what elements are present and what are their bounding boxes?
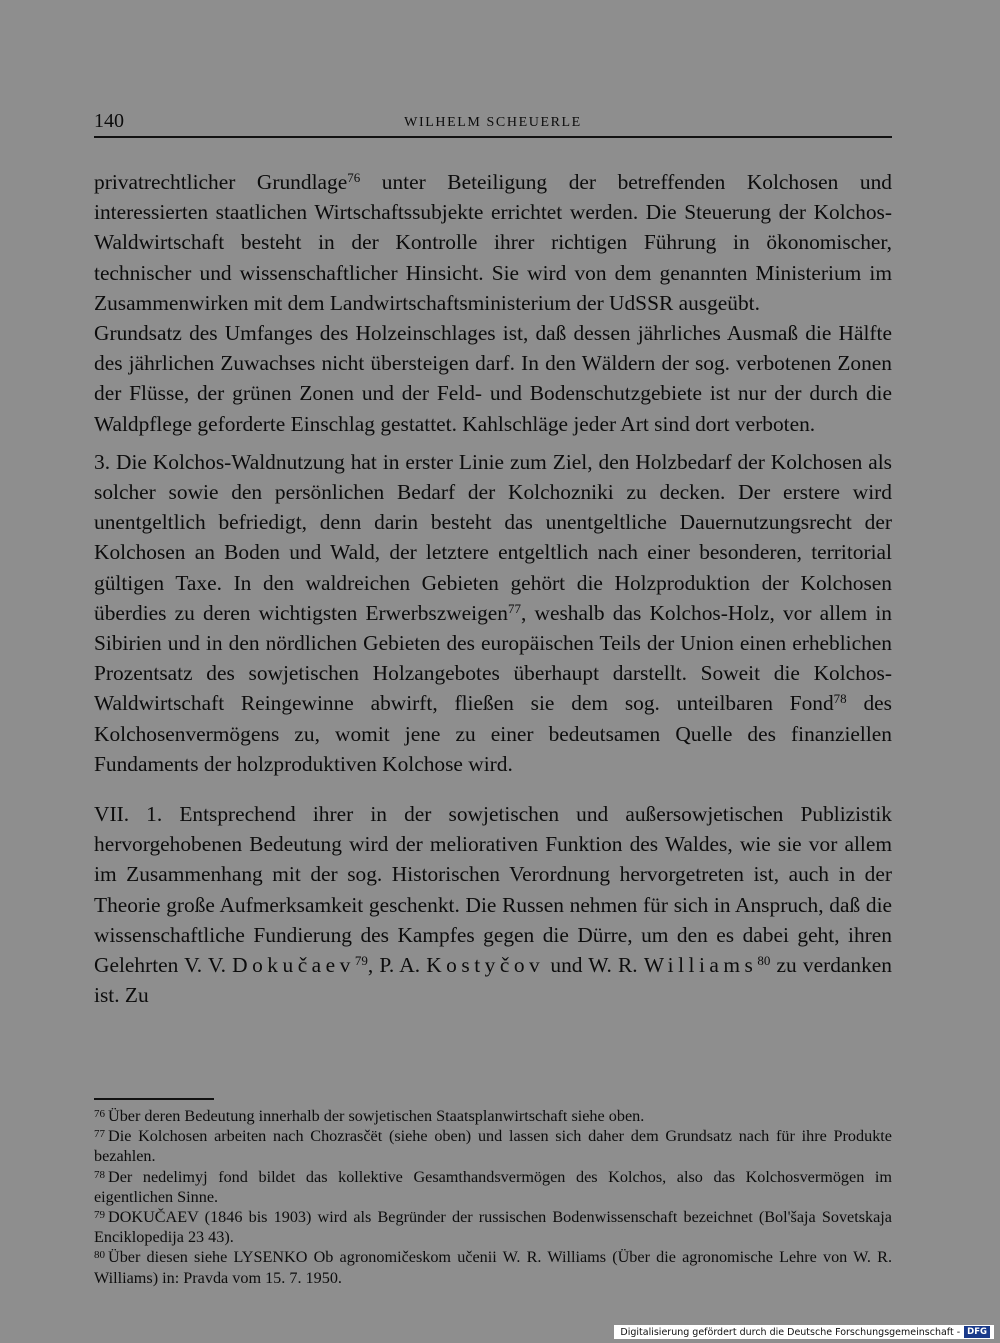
footnote-ref-79[interactable]: 79	[354, 953, 368, 969]
paragraph-2: Grundsatz des Umfanges des Holzeinschlages ist, daß dessen jährliches Ausmaß die Hälfte des jährlichen Zuwachses nicht übersteigen darf. In den Wäldern der sog. verbotenen Zonen der Flüsse, der grünen Zonen und der Feld- und Bodenschutzgebiete ist nur der durch die Waldpflege geforderte Einschlag gestattet. Kahlschläge jeder Art sind dort verboten.	[94, 321, 892, 436]
header-rule	[94, 136, 892, 138]
name-williams: Williams	[643, 953, 758, 978]
page-header	[94, 110, 892, 134]
page-number: 140	[94, 110, 124, 132]
footnote-mark: 79	[94, 1209, 105, 1222]
body-text	[94, 167, 892, 1010]
paragraph-3: 3. Die Kolchos-Waldnutzung hat in erster Linie zum Ziel, den Holzbedarf der Kolchosen als solcher sowie den persönlichen Bedarf der Kolchozniki zu decken. Der erstere wird unentgeltlich befriedigt, denn darin besteht das unentgeltliche Dauernutzungsrecht der Kolchosen an Boden und Wald, der letztere entgeltlich nach einer besonderen, territorial gültigen Taxe. In den waldreichen Gebieten gehört die Holzproduktion der Kolchosen überdies zu deren wichtigsten Erwerbszweigen$^{77}$, weshalb das Kolchos-Holz, vor allem in Sibirien und in den nördlichen Gebieten des europäischen Teils der Union einen erheblichen Prozentsatz des sowjetischen Holzangebotes überhaupt darstellt. Soweit die Kolchos-Waldwirtschaft Reingewinne abwirft, fließen sie dem sog. unteilbaren Fond$^{78}$ des Kolchosenvermögens zu, womit jene zu einer bedeutsamen Quelle des finanziellen Fundaments der holzproduktiven Kolchose wird.	[94, 449, 892, 776]
footnote-mark: 80	[94, 1249, 105, 1262]
footnote-text: Die Kolchosen arbeiten nach Chozrasčët (siehe oben) und lassen sich daher dem Grundsatz nach für ihre Produkte bezahlen.	[94, 1127, 892, 1166]
credit-text: Digitalisierung gefördert durch die Deutsche Forschungsgemeinschaft -	[620, 1326, 961, 1338]
footnote-item	[94, 1167, 892, 1207]
footnote-ref-77[interactable]: 77	[508, 600, 521, 616]
digitization-credit	[614, 1325, 994, 1339]
footnote-ref-76[interactable]: 76	[347, 170, 361, 185]
dfg-logo: DFG	[964, 1326, 990, 1338]
footnote-item	[94, 1247, 892, 1287]
footnote-ref-80[interactable]: 80	[757, 953, 771, 969]
paragraph-1: privatrechtlicher Grundlage$^{76}$ unter Beteiligung der betreffenden Kolchosen und interessierten staatlichen Wirtschaftssubjekte errichtet werden. Die Steuerung der Kolchos-Waldwirtschaft besteht in der Kontrolle ihrer richtigen Führung in ökonomischer, technischer und wissenschaftlicher Hinsicht. Sie wird von dem genannten Ministerium im Zusammenwirken mit dem Landwirtschaftsministerium der UdSSR ausgeübt.	[94, 170, 892, 315]
footnotes	[94, 1106, 892, 1288]
footnote-rule	[94, 1098, 214, 1100]
name-kostycov: Kostyčov	[426, 953, 545, 978]
footnote-item	[94, 1106, 892, 1126]
footnote-text: Über diesen siehe LYSENKO Ob agronomičeskom učenii W. R. Williams (Über die agronomische Lehre von W. R. Williams) in: Pravda vom 15. 7. 1950.	[94, 1248, 892, 1287]
footnote-item	[94, 1126, 892, 1166]
footnote-text: Über deren Bedeutung innerhalb der sowjetischen Staatsplanwirtschaft siehe oben.	[108, 1107, 645, 1125]
footnote-item	[94, 1207, 892, 1247]
name-dokucaev: Dokučaev	[232, 953, 355, 978]
footnote-ref-78[interactable]: 78	[833, 691, 847, 707]
paragraph-4: VII. 1. Entsprechend ihrer in der sowjetischen und außersowjetischen Publizistik hervorgehobenen Bedeutung wird der meliorativen Funktion des Waldes, wie sie vor allem im Zusammenhang mit der sog. Historischen Verordnung hervorgetreten ist, auch in der Theorie große Aufmerksamkeit geschenkt. Die Russen nehmen für sich in Anspruch, daß die wissenschaftliche Fundierung des Kampfes gegen die Dürre, um den es dabei geht, ihren Gelehrten V. V. Dokučaev$^{79}$, P. A. Kostyčov und W. R. Williams$^{80}$ zu verdanken ist. Zu	[94, 802, 892, 1008]
footnote-mark: 78	[94, 1168, 105, 1181]
footnote-text: Der nedelimyj fond bildet das kollektive Gesamthandsvermögen des Kolchos, also das Kolchosvermögen im eigentlichen Sinne.	[94, 1167, 892, 1206]
footnote-mark: 76	[94, 1108, 105, 1120]
running-head: WILHELM SCHEUERLE	[404, 115, 582, 130]
footnote-mark: 77	[94, 1128, 105, 1141]
footnote-text: DOKUČAEV (1846 bis 1903) wird als Begründer der russischen Bodenwissenschaft bezeichnet (Bol'šaja Sovetskaja Enciklopedija 23 43).	[94, 1208, 892, 1247]
